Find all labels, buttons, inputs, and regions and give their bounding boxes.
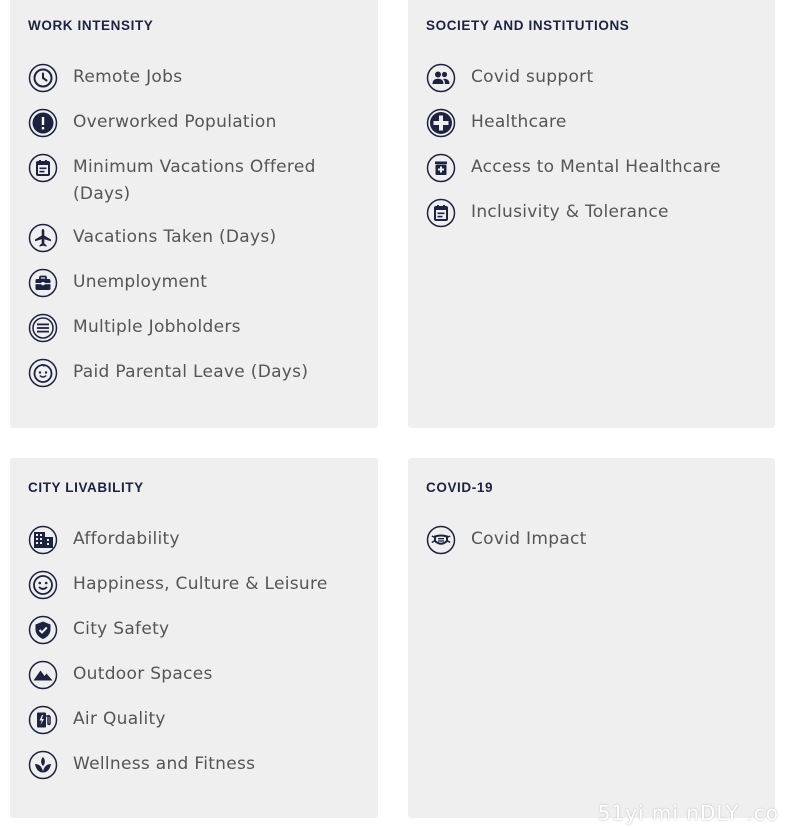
society-list	[426, 63, 757, 228]
lotus-icon	[28, 750, 58, 780]
list-item-paid-parental-leave[interactable]	[28, 358, 360, 388]
card-title: CITY LIVABILITY	[28, 480, 144, 495]
airplane-icon	[28, 223, 58, 253]
shield-icon	[28, 615, 58, 645]
plus-icon	[426, 108, 456, 138]
list-item-multiple-jobholders[interactable]	[28, 313, 360, 343]
list-item-air-quality[interactable]	[28, 705, 360, 735]
list-item-affordability[interactable]	[28, 525, 360, 555]
card-title: SOCIETY AND INSTITUTIONS	[426, 18, 630, 33]
lines-icon	[28, 313, 58, 343]
list-item-city-safety[interactable]	[28, 615, 360, 645]
list-item-healthcare[interactable]	[426, 108, 757, 138]
list-item-wellness-fitness[interactable]	[28, 750, 360, 780]
list-item-outdoor-spaces[interactable]	[28, 660, 360, 690]
clock-icon	[28, 63, 58, 93]
calendar-icon	[426, 198, 456, 228]
item-label: Overworked Population	[73, 112, 277, 132]
list-item-happiness[interactable]	[28, 570, 360, 600]
list-item-overworked-population[interactable]	[28, 108, 360, 138]
people-icon	[426, 63, 456, 93]
item-label: Unemployment	[73, 272, 208, 292]
item-label: Affordability	[73, 529, 180, 549]
list-item-covid-support[interactable]	[426, 63, 757, 93]
item-label: Access to Mental Healthcare	[471, 157, 721, 177]
mountain-icon	[28, 660, 58, 690]
smile-icon	[28, 570, 58, 600]
exclamation-icon	[28, 108, 58, 138]
list-item-vacations-taken[interactable]	[28, 223, 360, 253]
item-label: Inclusivity & Tolerance	[471, 202, 669, 222]
item-label: City Safety	[73, 619, 170, 639]
city-livability-list	[28, 525, 360, 780]
list-item-minimum-vacations[interactable]	[28, 153, 360, 208]
fuel-icon	[28, 705, 58, 735]
item-label: Wellness and Fitness	[73, 754, 256, 774]
list-item-inclusivity[interactable]	[426, 198, 757, 228]
building-icon	[28, 525, 58, 555]
baby-icon	[28, 358, 58, 388]
covid-19-card	[408, 458, 775, 818]
item-label: Air Quality	[73, 709, 166, 729]
item-label: Multiple Jobholders	[73, 317, 241, 337]
item-label: Covid support	[471, 67, 594, 87]
watermark: 51yi mi nDLY .co	[597, 801, 779, 825]
covid-list	[426, 525, 757, 555]
calendar-icon	[28, 153, 58, 183]
item-label: Minimum Vacations Offered (Days)	[73, 157, 316, 204]
item-label: Outdoor Spaces	[73, 664, 213, 684]
mask-icon	[426, 525, 456, 555]
briefcase-icon	[28, 268, 58, 298]
item-label: Healthcare	[471, 112, 567, 132]
list-item-covid-impact[interactable]	[426, 525, 757, 555]
list-item-mental-healthcare[interactable]	[426, 153, 757, 183]
work-intensity-card	[10, 0, 378, 428]
society-institutions-card	[408, 0, 775, 428]
list-item-unemployment[interactable]	[28, 268, 360, 298]
item-label: Happiness, Culture & Leisure	[73, 574, 328, 594]
item-label: Paid Parental Leave (Days)	[73, 362, 309, 382]
medicine-icon	[426, 153, 456, 183]
card-title: COVID-19	[426, 480, 494, 495]
card-title: WORK INTENSITY	[28, 18, 154, 33]
item-label: Remote Jobs	[73, 67, 183, 87]
work-intensity-list	[28, 63, 360, 388]
list-item-remote-jobs[interactable]	[28, 63, 360, 93]
item-label: Vacations Taken (Days)	[73, 227, 277, 247]
city-livability-card	[10, 458, 378, 818]
item-label: Covid Impact	[471, 529, 587, 549]
